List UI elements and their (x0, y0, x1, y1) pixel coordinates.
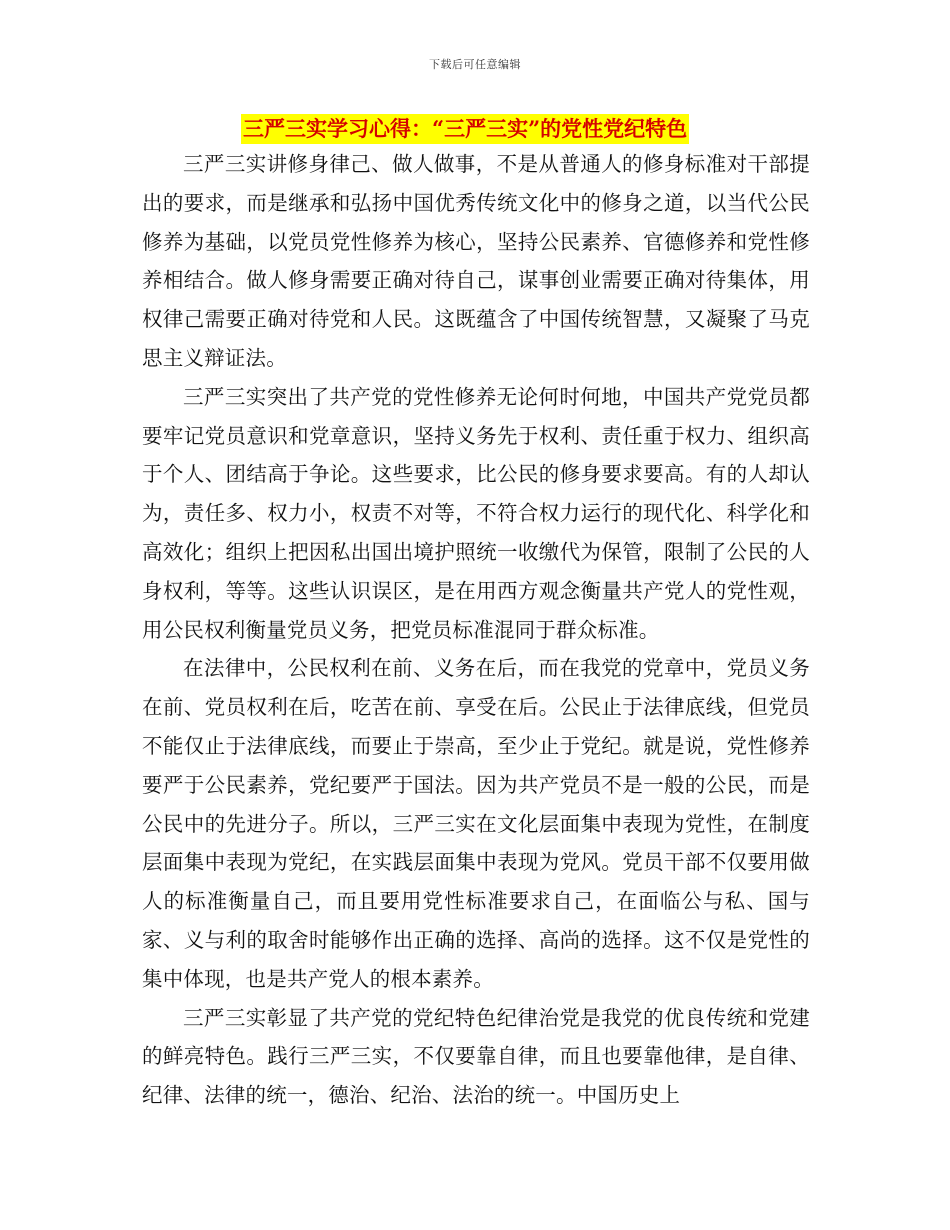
document-body (142, 145, 810, 1115)
header-note: 下载后可任意编辑 (429, 58, 521, 71)
paragraph-2: 三严三实突出了共产党的党性修养无论何时何地，中国共产党党员都要牢记党员意识和党章意识，坚持义务先于权利、责任重于权力、组织高于个人、团结高于争论。这些要求，比公民的修身要求要高。有的人却认为，责任多、权力小，权责不对等，不符合权力运行的现代化、科学化和高效化；组织上把因私出国出境护照统一收缴代为保管，限制了公民的人身权利，等等。这些认识误区，是在用西方观念衡量共产党人的党性观，用公民权利衡量党员义务，把党员标准混同于群众标准。 (142, 384, 810, 642)
document-title: 三严三实学习心得：“三严三实”的党性党纪特色 (241, 114, 689, 144)
paragraph-1: 三严三实讲修身律己、做人做事，不是从普通人的修身标准对干部提出的要求，而是继承和弘扬中国优秀传统文化中的修身之道，以当代公民修养为基础，以党员党性修养为核心，坚持公民素养、官德修养和党性修养相结合。做人修身需要正确对待自己，谋事创业需要正确对待集体，用权律己需要正确对待党和人民。这既蕴含了中国传统智慧，又凝聚了马克思主义辩证法。 (142, 152, 810, 370)
paragraph-3: 在法律中，公民权利在前、义务在后，而在我党的党章中，党员义务在前、党员权利在后，吃苦在前、享受在后。公民止于法律底线，但党员不能仅止于法律底线，而要止于崇高，至少止于党纪。就是说，党性修养要严于公民素养，党纪要严于国法。因为共产党员不是一般的公民，而是公民中的先进分子。所以，三严三实在文化层面集中表现为党性，在制度层面集中表现为党纪，在实践层面集中表现为党风。党员干部不仅要用做人的标准衡量自己，而且要用党性标准要求自己，在面临公与私、国与家、义与利的取舍时能够作出正确的选择、高尚的选择。这不仅是党性的集中体现，也是共产党人的根本素养。 (142, 656, 810, 991)
paragraph-4: 三严三实彰显了共产党的党纪特色纪律治党是我党的优良传统和党建的鲜亮特色。践行三严三实，不仅要靠自律，而且也要靠他律，是自律、纪律、法律的统一，德治、纪治、法治的统一。中国历史上 (142, 1005, 810, 1108)
